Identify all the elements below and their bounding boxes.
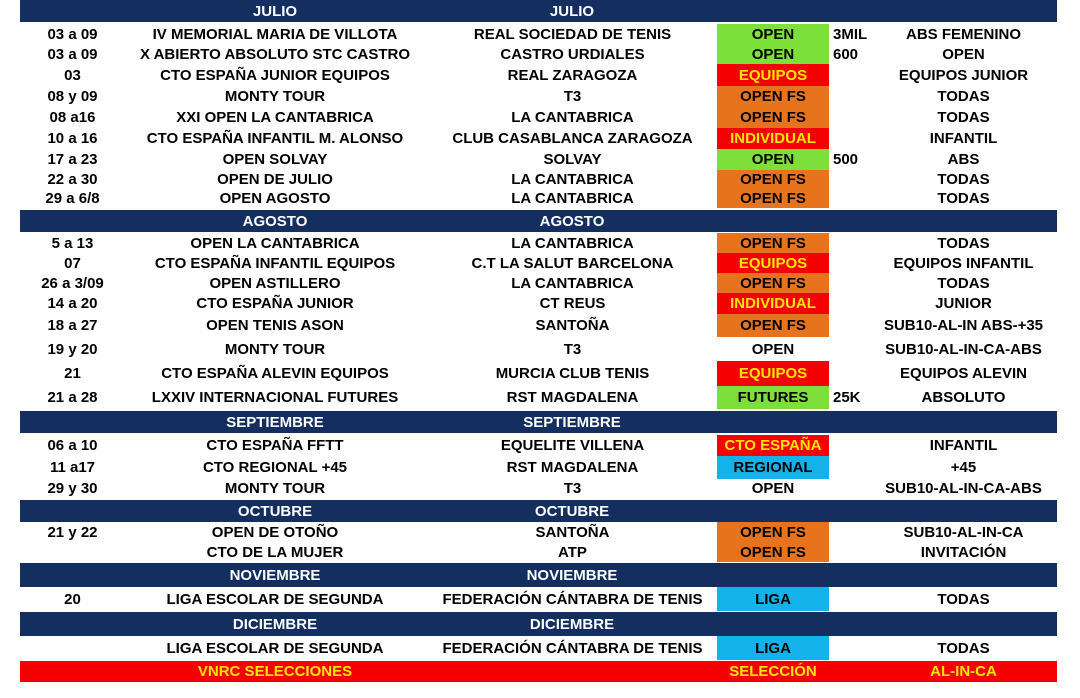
venue-cell: ATP (558, 543, 587, 561)
prize-cell (831, 86, 871, 107)
month-header-label-right: DICIEMBRE (529, 615, 615, 633)
category-cell: INFANTIL (929, 437, 998, 454)
date-cell: 21 (64, 365, 81, 382)
prize-cell (831, 64, 871, 86)
prize-cell (831, 128, 871, 149)
date-cell: 19 y 20 (47, 341, 98, 358)
date-cell: 22 a 30 (47, 171, 98, 188)
category-cell: SUB10-AL-IN-CA-ABS (885, 480, 1042, 497)
month-header-label-right: NOVIEMBRE (526, 566, 618, 584)
footer-event: VNRC SELECCIONES (197, 663, 353, 680)
tournament-row (0, 189, 1080, 208)
month-header-label: DICIEMBRE (232, 615, 318, 633)
tournament-row (0, 542, 1080, 562)
venue-cell: RST MAGDALENA (506, 459, 639, 476)
month-header-label-right: JULIO (549, 2, 595, 20)
prize-cell (831, 170, 871, 189)
category-cell: OPEN (942, 46, 985, 63)
date-cell: 29 a 6/8 (45, 190, 100, 207)
venue-cell: LA CANTABRICA (511, 190, 634, 207)
venue-cell: FEDERACIÓN CÁNTABRA DE TENIS (442, 639, 703, 657)
event-cell: IV MEMORIAL MARIA DE VILLOTA (152, 26, 398, 43)
tournament-row (0, 128, 1080, 149)
type-badge: OPEN (717, 24, 829, 45)
date-cell: 03 (64, 66, 81, 84)
prize-cell: 600 (833, 46, 859, 63)
event-cell: OPEN LA CANTABRICA (190, 235, 360, 252)
tournament-row (0, 253, 1080, 274)
date-cell: 11 a17 (49, 459, 96, 476)
category-cell: INFANTIL (929, 130, 998, 147)
type-badge: OPEN (717, 44, 829, 65)
venue-cell: CASTRO URDIALES (500, 46, 645, 63)
date-cell: 08 a16 (49, 109, 96, 126)
tournament-row (0, 233, 1080, 254)
prize-cell: 3MIL (833, 26, 868, 43)
type-badge: LIGA (717, 587, 829, 611)
tournament-row (0, 479, 1080, 498)
event-cell: CTO ESPAÑA FFTT (206, 437, 344, 454)
category-cell: TODAS (937, 109, 990, 126)
prize-cell (831, 189, 871, 208)
prize-cell (831, 273, 871, 293)
date-cell: 17 a 23 (47, 151, 98, 168)
type-badge: OPEN FS (717, 522, 829, 543)
event-cell: X ABIERTO ABSOLUTO STC CASTRO (139, 46, 410, 63)
prize-cell: 500 (833, 151, 859, 168)
month-header-label-right: AGOSTO (539, 212, 605, 230)
month-header-label: AGOSTO (242, 212, 308, 230)
month-header-label: SEPTIEMBRE (226, 413, 324, 431)
date-cell: 06 a 10 (47, 437, 98, 454)
prize-cell (831, 435, 871, 456)
date-cell: 21 a 28 (47, 389, 98, 406)
type-badge: OPEN FS (717, 542, 829, 562)
prize-cell (831, 338, 871, 361)
prize-cell (831, 233, 871, 254)
type-badge: INDIVIDUAL (717, 293, 829, 314)
footer-type: SELECCIÓN (729, 663, 817, 680)
type-badge: INDIVIDUAL (717, 128, 829, 149)
venue-cell: LA CANTABRICA (511, 274, 634, 292)
type-badge: OPEN FS (717, 170, 829, 189)
tournament-row (0, 636, 1080, 660)
category-cell: +45 (950, 459, 977, 476)
prize-cell: 25K (833, 389, 861, 406)
type-badge: OPEN FS (717, 314, 829, 337)
type-badge: OPEN FS (717, 86, 829, 107)
event-cell: CTO ESPAÑA JUNIOR EQUIPOS (160, 66, 390, 84)
category-cell: EQUIPOS INFANTIL (893, 255, 1034, 272)
tournament-row (0, 386, 1080, 409)
type-badge: OPEN FS (717, 273, 829, 293)
date-cell: 26 a 3/09 (41, 274, 104, 292)
category-cell: SUB10-AL-IN-CA-ABS (885, 341, 1042, 358)
type-badge: OPEN FS (717, 233, 829, 254)
tournament-row (0, 522, 1080, 543)
month-header-label-right: OCTUBRE (534, 502, 610, 520)
date-cell: 5 a 13 (51, 235, 94, 252)
date-cell: 18 a 27 (47, 317, 98, 334)
category-cell: ABS FEMENINO (905, 26, 1021, 43)
date-cell: 07 (64, 255, 81, 272)
tournament-row (0, 107, 1080, 128)
tournament-row (0, 587, 1080, 611)
tournament-row (0, 338, 1080, 361)
venue-cell: CLUB CASABLANCA ZARAGOZA (452, 130, 693, 147)
venue-cell: LA CANTABRICA (511, 109, 634, 126)
month-header-label: JULIO (252, 2, 298, 20)
event-cell: OPEN AGOSTO (219, 190, 331, 207)
tournament-row (0, 314, 1080, 337)
event-cell: LIGA ESCOLAR DE SEGUNDA (166, 639, 384, 657)
venue-cell: SOLVAY (543, 151, 602, 168)
type-badge: OPEN (751, 341, 795, 358)
prize-cell (831, 479, 871, 498)
tournament-row (0, 24, 1080, 45)
month-header (0, 210, 1080, 232)
venue-cell: C.T LA SALUT BARCELONA (471, 255, 674, 272)
event-cell: CTO ESPAÑA JUNIOR (196, 295, 354, 312)
month-header (0, 0, 1080, 22)
prize-cell (831, 107, 871, 128)
event-cell: OPEN DE OTOÑO (211, 524, 339, 541)
tournament-row (0, 64, 1080, 86)
tournament-row (0, 361, 1080, 386)
event-cell: LIGA ESCOLAR DE SEGUNDA (166, 590, 384, 608)
prize-cell (831, 587, 871, 611)
event-cell: CTO DE LA MUJER (206, 543, 344, 561)
date-cell (20, 636, 125, 660)
type-badge: LIGA (717, 636, 829, 660)
footer-category: AL-IN-CA (930, 663, 997, 680)
month-header-label: OCTUBRE (237, 502, 313, 520)
venue-cell: CT REUS (539, 295, 606, 312)
month-header (0, 500, 1080, 522)
date-cell: 03 a 09 (47, 46, 98, 63)
event-cell: XXI OPEN LA CANTABRICA (176, 109, 374, 126)
venue-cell: SANTOÑA (535, 317, 610, 334)
tournament-row (0, 44, 1080, 65)
selecciones-footer-row (0, 661, 1080, 682)
date-cell: 29 y 30 (47, 480, 98, 497)
category-cell: SUB10-AL-IN ABS-+35 (883, 317, 1044, 334)
tournament-row (0, 435, 1080, 456)
prize-cell (831, 522, 871, 543)
venue-cell: T3 (563, 88, 582, 105)
date-cell (20, 542, 125, 562)
date-cell: 08 y 09 (47, 88, 98, 105)
prize-cell (831, 253, 871, 274)
month-header (0, 563, 1080, 587)
date-cell: 21 y 22 (47, 524, 98, 541)
category-cell: TODAS (937, 235, 990, 252)
category-cell: SUB10-AL-IN-CA (903, 524, 1024, 541)
venue-cell: FEDERACIÓN CÁNTABRA DE TENIS (442, 590, 703, 608)
event-cell: OPEN DE JULIO (217, 171, 333, 188)
category-cell: TODAS (937, 639, 990, 657)
venue-cell: EQUELITE VILLENA (500, 437, 645, 454)
prize-cell (831, 636, 871, 660)
prize-cell (831, 456, 871, 479)
venue-cell: RST MAGDALENA (506, 389, 639, 406)
category-cell: EQUIPOS ALEVIN (900, 365, 1027, 382)
category-cell: JUNIOR (935, 295, 992, 312)
type-badge: OPEN (751, 480, 795, 497)
tournament-row (0, 293, 1080, 314)
tournament-row (0, 170, 1080, 189)
month-header (0, 411, 1080, 433)
category-cell: EQUIPOS JUNIOR (898, 66, 1029, 84)
venue-cell: MURCIA CLUB TENIS (495, 365, 650, 382)
type-badge: OPEN FS (717, 107, 829, 128)
event-cell: CTO ESPAÑA ALEVIN EQUIPOS (161, 365, 389, 382)
category-cell: TODAS (937, 590, 990, 608)
tournament-row (0, 273, 1080, 293)
event-cell: CTO ESPAÑA INFANTIL M. ALONSO (146, 130, 404, 147)
date-cell: 10 a 16 (47, 130, 98, 147)
type-badge: CTO ESPAÑA (717, 435, 829, 456)
month-header-label-right: SEPTIEMBRE (523, 413, 621, 431)
event-cell: OPEN ASTILLERO (209, 274, 341, 292)
event-cell: MONTY TOUR (224, 480, 326, 497)
venue-cell: REAL ZARAGOZA (507, 66, 638, 84)
event-cell: OPEN TENIS ASON (206, 317, 344, 334)
prize-cell (831, 361, 871, 386)
tournament-row (0, 86, 1080, 107)
prize-cell (831, 542, 871, 562)
event-cell: LXXIV INTERNACIONAL FUTURES (151, 389, 399, 406)
month-header (0, 612, 1080, 636)
event-cell: CTO ESPAÑA INFANTIL EQUIPOS (154, 255, 396, 272)
month-header-label: NOVIEMBRE (229, 566, 321, 584)
category-cell: ABS (947, 151, 980, 168)
type-badge: REGIONAL (717, 456, 829, 479)
venue-cell: SANTOÑA (535, 524, 610, 541)
category-cell: TODAS (937, 88, 990, 105)
category-cell: ABSOLUTO (921, 389, 1006, 406)
type-badge: FUTURES (717, 386, 829, 409)
venue-cell: REAL SOCIEDAD DE TENIS (473, 26, 672, 43)
venue-cell: LA CANTABRICA (511, 235, 634, 252)
category-cell: TODAS (937, 274, 990, 292)
event-cell: CTO REGIONAL +45 (202, 459, 348, 476)
prize-cell (831, 293, 871, 314)
tournament-row (0, 456, 1080, 479)
type-badge: EQUIPOS (717, 361, 829, 386)
type-badge: EQUIPOS (717, 253, 829, 274)
category-cell: TODAS (937, 171, 990, 188)
prize-cell (831, 314, 871, 337)
venue-cell: T3 (563, 341, 582, 358)
date-cell: 03 a 09 (47, 26, 98, 43)
date-cell: 20 (64, 590, 81, 608)
date-cell: 14 a 20 (47, 295, 98, 312)
category-cell: TODAS (937, 190, 990, 207)
type-badge: EQUIPOS (717, 64, 829, 86)
type-badge: OPEN FS (717, 189, 829, 208)
category-cell: INVITACIÓN (920, 543, 1007, 561)
event-cell: MONTY TOUR (224, 341, 326, 358)
venue-cell: LA CANTABRICA (511, 171, 634, 188)
type-badge: OPEN (717, 149, 829, 170)
event-cell: OPEN SOLVAY (222, 151, 328, 168)
venue-cell: T3 (563, 480, 582, 497)
tournament-row (0, 149, 1080, 170)
event-cell: MONTY TOUR (224, 88, 326, 105)
